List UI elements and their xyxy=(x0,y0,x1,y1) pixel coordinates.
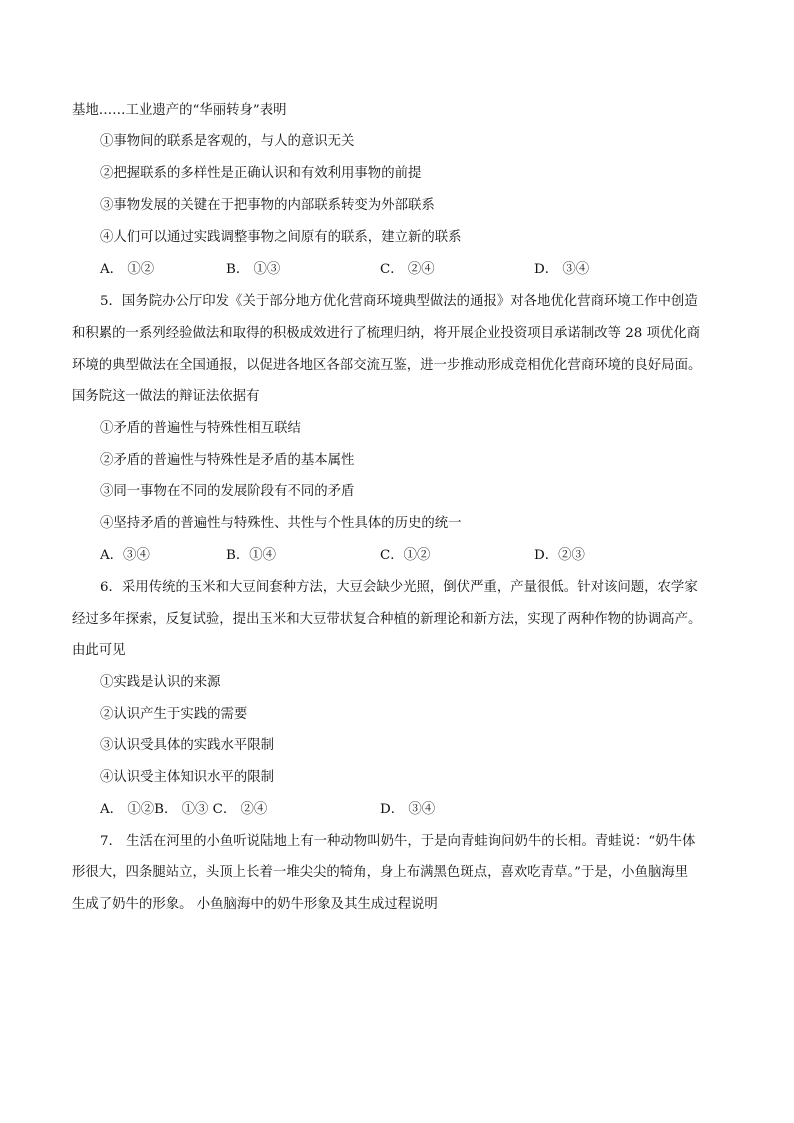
q4-item-3: ③事物发展的关键在于把事物的内部联系转变为外部联系 xyxy=(100,198,435,213)
q4-item-2: ②把握联系的多样性是正确认识和有效利用事物的前提 xyxy=(100,166,422,181)
q5-item-2: ②矛盾的普遍性与特殊性是矛盾的基本属性 xyxy=(100,453,355,468)
q5-stem-line-3: 环境的典型做法在全国通报，以促进各地区各部交流互鉴，进一步推动形成竞相优化营商环境的良好局面。 xyxy=(72,358,702,373)
q4-item-1: ①事物间的联系是客观的，与人的意识无关 xyxy=(100,134,355,149)
q5-stem-line-4: 国务院这一做法的辩证法依据有 xyxy=(72,389,260,404)
q4-option-c[interactable]: C． ②④ xyxy=(380,262,435,277)
q5-stem-line-2: 和积累的一系列经验做法和取得的积极成效进行了梳理归纳，将开展企业投资项目承诺制改等 28 项优化商 xyxy=(72,326,701,341)
q6-stem-line-3: 由此可见 xyxy=(72,643,126,658)
q4-option-d[interactable]: D． ③④ xyxy=(534,262,590,277)
q6-stem-line-2: 经过多年探索，反复试验，提出玉米和大豆带状复合种植的新理论和新方法，实现了两种作物的协调高产。 xyxy=(72,612,702,627)
q7-stem-line-2: 形很大，四条腿站立，头顶上长着一堆尖尖的犄角，身上布满黑色斑点，喜欢吃青草。”于是，小鱼脑海里 xyxy=(72,865,689,880)
q6-option-d[interactable]: D． ③④ xyxy=(380,802,436,817)
q5-option-b[interactable]: B．①④ xyxy=(226,548,277,563)
q6-item-3: ③认识受具体的实践水平限制 xyxy=(100,738,275,753)
q7-stem-line-1: 7． 生活在河里的小鱼听说陆地上有一种动物叫奶牛，于是向青蛙询问奶牛的长相。青蛙说：“奶牛体 xyxy=(100,834,696,849)
q5-item-3: ③同一事物在不同的发展阶段有不同的矛盾 xyxy=(100,484,355,499)
q6-item-1: ①实践是认识的来源 xyxy=(100,675,221,690)
q4-stem-tail: 基地……工业遗产的“华丽转身”表明 xyxy=(72,103,287,118)
q6-item-4: ④认识受主体知识水平的限制 xyxy=(100,770,275,785)
q6-option-abc[interactable]: A． ①②B． ①③ C． ②④ xyxy=(100,802,268,817)
q5-stem-line-1: 5．国务院办公厅印发《关于部分地方优化营商环境典型做法的通报》对各地优化营商环境工作中创造 xyxy=(100,294,698,309)
q5-option-d[interactable]: D．②③ xyxy=(534,548,585,563)
q4-option-a[interactable]: A． ①② xyxy=(100,262,155,277)
q6-item-2: ②认识产生于实践的需要 xyxy=(100,707,248,722)
q5-option-a[interactable]: A．③④ xyxy=(100,548,150,563)
q5-option-c[interactable]: C．①② xyxy=(380,548,431,563)
q7-stem-line-3: 生成了奶牛的形象。 小鱼脑海中的奶牛形象及其生成过程说明 xyxy=(72,897,438,912)
q6-stem-line-1: 6．采用传统的玉米和大豆间套种方法，大豆会缺少光照，倒伏严重，产量很低。针对该问题，农学家 xyxy=(100,580,698,595)
q4-option-b[interactable]: B． ①③ xyxy=(226,262,281,277)
q4-item-4: ④人们可以通过实践调整事物之间原有的联系，建立新的联系 xyxy=(100,230,462,245)
q5-item-4: ④坚持矛盾的普遍性与特殊性、共性与个性具体的历史的统一 xyxy=(100,516,462,531)
q5-item-1: ①矛盾的普遍性与特殊性相互联结 xyxy=(100,421,301,436)
